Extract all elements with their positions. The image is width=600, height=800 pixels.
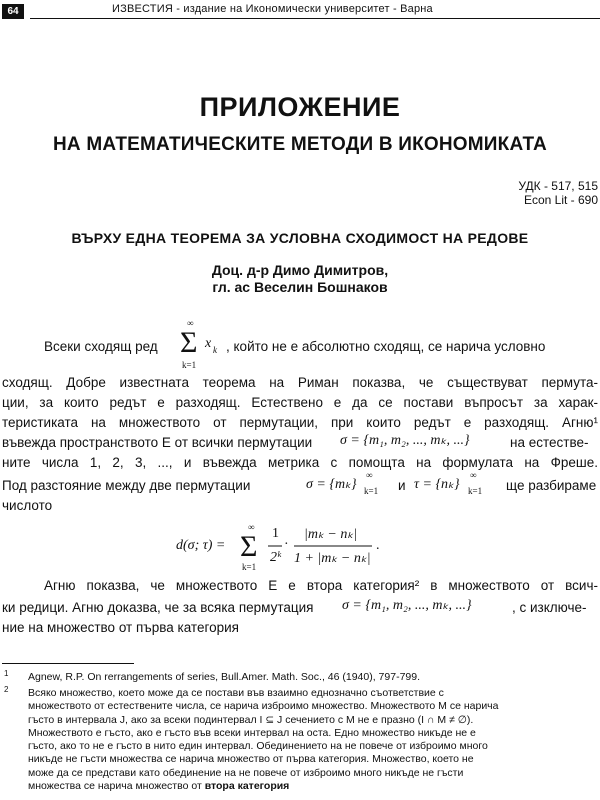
section-subtitle: НА МАТЕМАТИЧЕСКИТЕ МЕТОДИ В ИКОНОМИКАТА bbox=[53, 134, 547, 155]
series-upper-limit: ∞ bbox=[187, 318, 194, 328]
article-title: ВЪРХУ ЕДНА ТЕОРЕМА ЗА УСЛОВНА СХОДИМОСТ НА РЕДОВЕ bbox=[71, 230, 529, 246]
footnote-2-line bbox=[28, 780, 596, 793]
body-text-line: Всеки сходящ ред bbox=[44, 339, 158, 354]
metric-lhs: d(σ; τ) = bbox=[176, 538, 226, 553]
body-text-line: сходящ. Добре известната теорема на Риман показва, че съществуват пермута- bbox=[2, 375, 598, 390]
author-2: гл. ас Веселин Бошнаков bbox=[212, 279, 388, 295]
body-text-line: въвежда пространството E от всички пермутации bbox=[2, 435, 313, 450]
author-1: Доц. д-р Димо Димитров, bbox=[211, 262, 389, 278]
body-text-line: числото bbox=[2, 498, 53, 513]
footnote-2-text: множества се нарича множество от bbox=[28, 780, 202, 793]
metric-numerator-2: |mₖ − nₖ| bbox=[304, 527, 358, 542]
metric-lower-limit: k=1 bbox=[242, 562, 257, 572]
body-text-line: теристиката на множеството от пермутации, при които редът е разходящ. Агню¹ bbox=[2, 415, 598, 430]
metric-denominator-2: 1 + |mₖ − nₖ| bbox=[294, 551, 371, 566]
header-rule bbox=[30, 18, 600, 19]
footnote-2-line: може да се представи като обединение на не повече от изброимо много никъде не гъсти bbox=[28, 766, 464, 779]
sigma-sequence-text: σ = {mₖ} bbox=[306, 477, 357, 492]
sigma-sequence bbox=[306, 470, 386, 496]
body-text-line: Под разстояние между две пермутации bbox=[2, 478, 251, 493]
page-number: 64 bbox=[2, 4, 24, 19]
body-text-line: ции, за които редът е разходящ. Естествено е да се постави въпросът за харак- bbox=[2, 395, 598, 410]
footnote-2-line: гъсто в интервала J, ако за всеки подинтервал I ⊆ J сечението с M не е празно (I ∩ M ≠ ∅). bbox=[28, 713, 474, 726]
tau-lower: k=1 bbox=[468, 486, 483, 496]
footnote-2-line: гъсто, ако то не е гъсто в нито един интервал. Обединението на не повече от изброимо много bbox=[28, 740, 488, 753]
tau-sequence bbox=[414, 470, 488, 496]
footnote-rule bbox=[2, 663, 134, 664]
footnote-2-line: множеството от естествените числа, се нарича изброимо множество. Множеството M се нарича bbox=[28, 700, 499, 713]
metric-dot: · bbox=[284, 537, 289, 552]
body-text-line: , с изключе- bbox=[512, 600, 587, 615]
series-subscript: k bbox=[213, 345, 217, 355]
udk-code: УДК - 517, 515 bbox=[518, 179, 598, 193]
series-term: x bbox=[205, 336, 212, 351]
series-formula bbox=[178, 318, 228, 374]
body-text-line: и bbox=[398, 478, 406, 493]
footnote-2-mark: 2 bbox=[4, 685, 9, 694]
metric-formula bbox=[176, 522, 386, 574]
metric-denominator-1: 2ᵏ bbox=[270, 550, 281, 565]
body-text-line: на естестве- bbox=[510, 435, 589, 450]
classification-codes bbox=[518, 179, 598, 207]
body-text-line: Агню показва, че множеството E е втора категория² в множеството от всич- bbox=[44, 578, 598, 593]
journal-title: ИЗВЕСТИЯ - издание на Икономически университет - Варна bbox=[112, 3, 433, 15]
footnote-2-term: втора категория bbox=[204, 780, 290, 793]
metric-numerator-1: 1 bbox=[272, 526, 279, 541]
metric-upper-limit: ∞ bbox=[248, 522, 255, 532]
footnote-2-line: Всяко множество, което може да се постави във взаимно еднозначно съответствие с bbox=[28, 687, 444, 699]
body-text-line: ние на множество от първа категория bbox=[2, 620, 239, 635]
footnote-1-mark: 1 bbox=[4, 669, 9, 678]
footnote-1: Agnew, R.P. On rerrangements of series, Bull.Amer. Math. Soc., 46 (1940), 797-799. bbox=[28, 671, 421, 683]
footnote-2-line: никъде не гъсти множества се нарича множество от първа категория. Множество, което не bbox=[28, 753, 474, 766]
authors bbox=[0, 262, 600, 296]
series-lower-limit: k=1 bbox=[182, 360, 197, 370]
metric-sigma: Σ bbox=[240, 530, 258, 563]
body-text-line: ки редици. Агню доказва, че за всяка пермутация bbox=[2, 600, 314, 615]
sigma-lower: k=1 bbox=[364, 486, 379, 496]
sigma-upper: ∞ bbox=[366, 470, 373, 480]
running-header bbox=[0, 0, 600, 22]
metric-period: . bbox=[376, 538, 380, 553]
permutation-sigma-formula: σ = {m₁, m₂, ..., mₖ, ...} bbox=[340, 433, 470, 448]
body-text-line: , който не е абсолютно сходящ, се нарича условно bbox=[226, 339, 546, 354]
body-text-line: ните числа 1, 2, 3, ..., и въвежда метрика с помощта на формулата на Фреше. bbox=[2, 455, 598, 470]
body-text-line: ще разбираме bbox=[506, 478, 597, 493]
footnote-2 bbox=[28, 687, 596, 793]
permutation-sigma-formula-2: σ = {m₁, m₂, ..., mₖ, ...} bbox=[342, 598, 472, 613]
econlit-code: Econ Lit - 690 bbox=[523, 193, 598, 207]
section-title: ПРИЛОЖЕНИЕ bbox=[199, 92, 401, 122]
tau-upper: ∞ bbox=[470, 470, 477, 480]
tau-sequence-text: τ = {nₖ} bbox=[414, 477, 460, 492]
footnote-2-line: Множеството е гъсто, ако е гъсто във всеки интервал на оста. Едно множество никъде не е bbox=[28, 726, 476, 739]
series-sigma: Σ bbox=[180, 326, 198, 359]
